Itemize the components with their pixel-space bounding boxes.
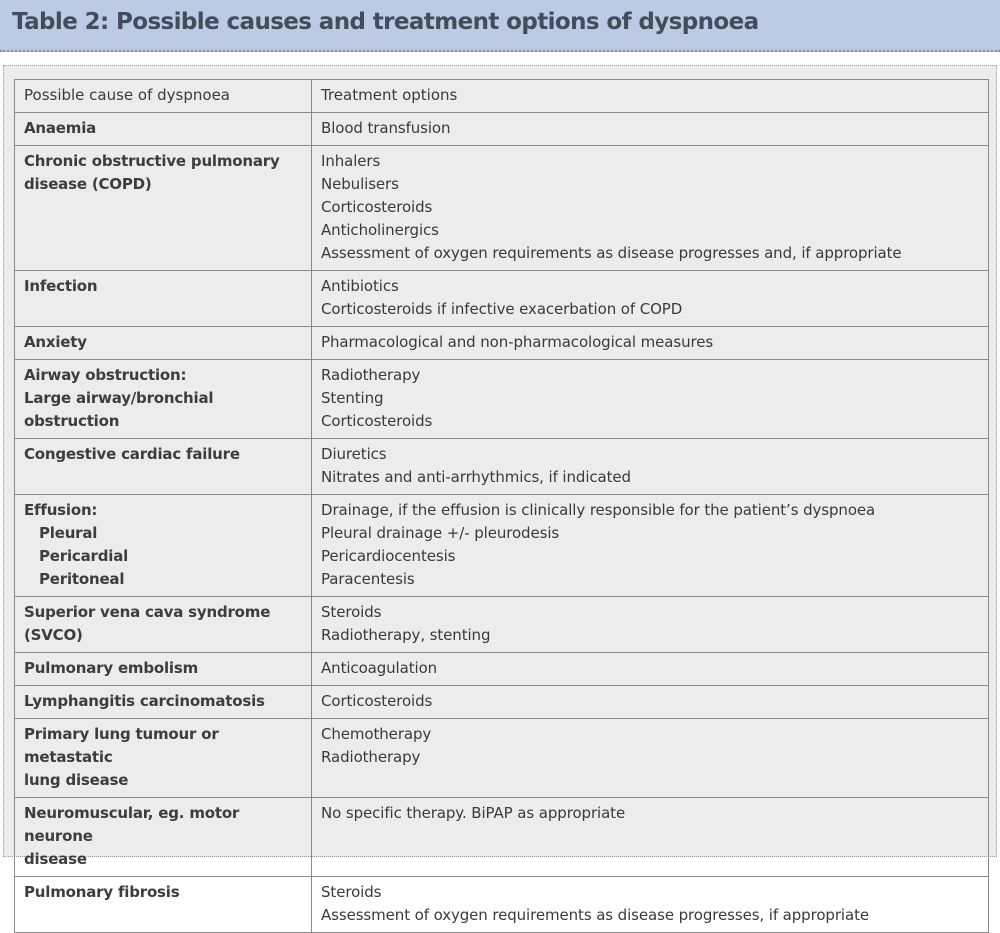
sub-cause-line: Pericardial [39, 547, 129, 565]
table-row [15, 360, 989, 439]
cause-line: (SVCO) [24, 626, 83, 644]
treatment-line: Chemotherapy [321, 725, 432, 743]
treatment-cell [312, 597, 989, 653]
treatment-line: Nebulisers [321, 175, 399, 193]
cause-cell [15, 360, 312, 439]
treatment-line: Pericardiocentesis [321, 547, 456, 565]
header-treatment: Treatment options [312, 80, 989, 113]
cause-line: Pulmonary fibrosis [24, 883, 180, 901]
treatment-cell [312, 327, 989, 360]
treatment-line: Radiotherapy [321, 366, 421, 384]
cause-line: Anxiety [24, 333, 87, 351]
treatment-line: Pleural drainage +/- pleurodesis [321, 524, 560, 542]
treatment-line: Radiotherapy, stenting [321, 626, 491, 644]
cause-cell [15, 495, 312, 597]
treatment-line: Stenting [321, 389, 384, 407]
table-body [15, 113, 989, 933]
cause-cell [15, 877, 312, 933]
cause-cell [15, 271, 312, 327]
cause-line: Pulmonary embolism [24, 659, 199, 677]
cause-cell [15, 653, 312, 686]
treatment-cell [312, 113, 989, 146]
table-row [15, 327, 989, 360]
treatment-line: No specific therapy. BiPAP as appropriate [321, 804, 626, 822]
cause-line: Neuromuscular, eg. motor neurone [24, 804, 240, 845]
treatment-line: Pharmacological and non-pharmacological measures [321, 333, 714, 351]
cause-cell [15, 686, 312, 719]
cause-line: Congestive cardiac failure [24, 445, 240, 463]
treatment-line: Steroids [321, 883, 382, 901]
table-row [15, 146, 989, 271]
treatment-line: Assessment of oxygen requirements as disease progresses and, if appropriate [321, 244, 902, 262]
treatment-line: Radiotherapy [321, 748, 421, 766]
treatment-cell [312, 360, 989, 439]
sub-cause-line: Pleural [39, 524, 98, 542]
table-row [15, 113, 989, 146]
treatment-line: Paracentesis [321, 570, 415, 588]
treatment-cell [312, 271, 989, 327]
table-row [15, 271, 989, 327]
treatment-cell [312, 798, 989, 877]
table-row [15, 653, 989, 686]
table-row [15, 798, 989, 877]
treatment-cell [312, 877, 989, 933]
sub-cause-line: Peritoneal [39, 570, 125, 588]
table-row [15, 877, 989, 933]
cause-line: Airway obstruction: [24, 366, 187, 384]
treatment-line: Blood transfusion [321, 119, 451, 137]
treatment-cell [312, 439, 989, 495]
cause-cell [15, 113, 312, 146]
table-row [15, 439, 989, 495]
cause-line: Anaemia [24, 119, 97, 137]
table-panel [3, 65, 997, 924]
cause-line: Primary lung tumour or metastatic [24, 725, 219, 766]
cause-cell [15, 439, 312, 495]
treatment-cell [312, 686, 989, 719]
treatment-line: Corticosteroids [321, 412, 433, 430]
cause-cell [15, 719, 312, 798]
cause-cell [15, 798, 312, 877]
treatment-line: Anticoagulation [321, 659, 438, 677]
treatment-line: Diuretics [321, 445, 387, 463]
treatment-cell [312, 495, 989, 597]
header-cause: Possible cause of dyspnoea [15, 80, 312, 113]
treatment-line: Nitrates and anti-arrhythmics, if indicated [321, 468, 631, 486]
treatment-line: Corticosteroids [321, 692, 433, 710]
cause-line: Lymphangitis carcinomatosis [24, 692, 265, 710]
cause-line: lung disease [24, 771, 129, 789]
cause-cell [15, 597, 312, 653]
cause-line: Superior vena cava syndrome [24, 603, 271, 621]
table-row [15, 495, 989, 597]
treatment-line: Anticholinergics [321, 221, 439, 239]
treatment-cell [312, 146, 989, 271]
treatment-cell [312, 653, 989, 686]
cause-line: Effusion: [24, 501, 98, 519]
title-bar [0, 0, 1000, 52]
table-row [15, 597, 989, 653]
table-row [15, 686, 989, 719]
treatment-line: Steroids [321, 603, 382, 621]
cause-line: Chronic obstructive pulmonary [24, 152, 280, 170]
cause-line: disease [24, 850, 87, 868]
treatment-line: Assessment of oxygen requirements as disease progresses, if appropriate [321, 906, 869, 924]
treatment-line: Corticosteroids [321, 198, 433, 216]
treatment-cell [312, 719, 989, 798]
cause-cell [15, 327, 312, 360]
cause-line: Infection [24, 277, 98, 295]
treatment-line: Drainage, if the effusion is clinically responsible for the patient’s dyspnoea [321, 501, 876, 519]
table-title: Table 2: Possible causes and treatment options of dyspnoea [12, 9, 759, 35]
header-row [15, 80, 989, 113]
cause-line: Large airway/bronchial obstruction [24, 389, 214, 430]
table-row [15, 719, 989, 798]
dyspnoea-table [14, 79, 989, 933]
cause-cell [15, 146, 312, 271]
treatment-line: Antibiotics [321, 277, 399, 295]
treatment-line: Corticosteroids if infective exacerbation of COPD [321, 300, 683, 318]
treatment-line: Inhalers [321, 152, 381, 170]
cause-line: disease (COPD) [24, 175, 152, 193]
